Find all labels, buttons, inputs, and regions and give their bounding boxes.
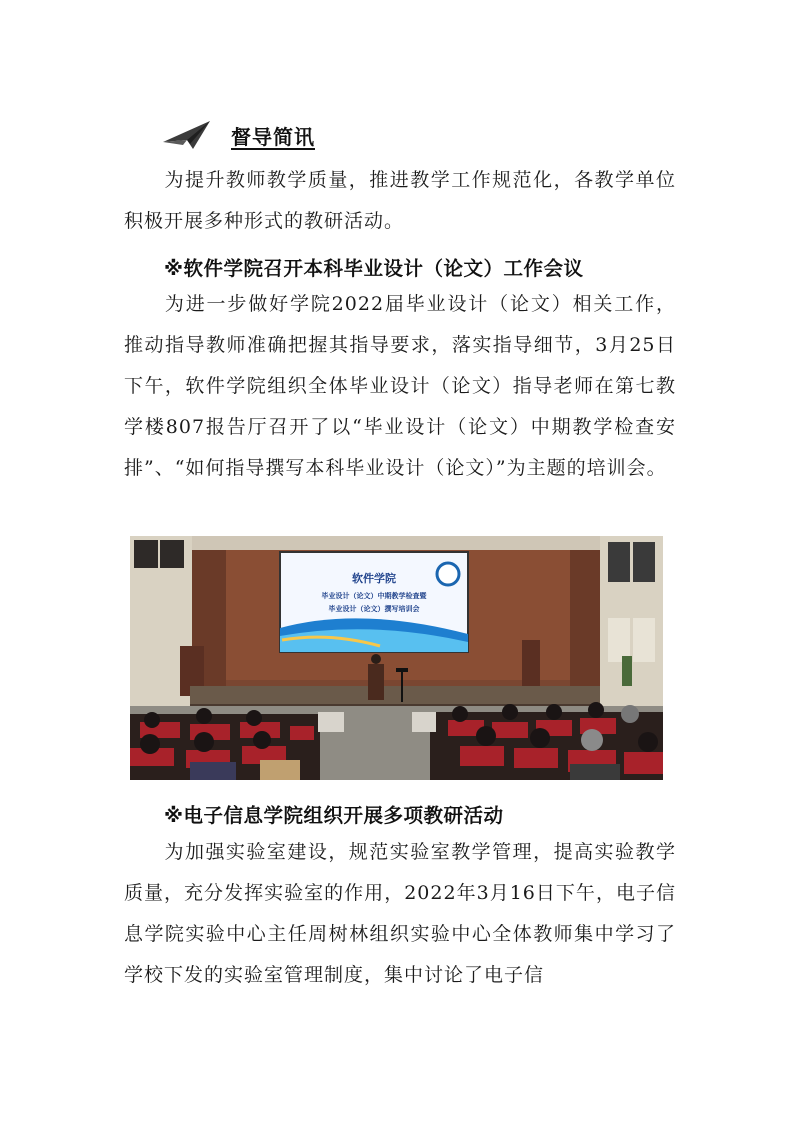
section-title: 督导简讯 [231,124,315,149]
screen-title: 软件学院 [352,572,396,585]
software-text: 为进一步做好学院2022届毕业设计（论文）相关工作，推动指导教师准确把握其指导要求，落实指导细节，3月25日下午，软件学院组织全体毕业设计（论文）指导老师在第七教学楼807报告厅召开了以“毕业设计（论文）中期教学检查安排”、“如何指导撰写本科毕业设计（论文）”为主题的培训会。 [124,293,676,479]
electronics-text: 为加强实验室建设，规范实验室教学管理，提高实验教学质量，充分发挥实验室的作用，2022年3月16日下午，电子信息学院实验中心主任周树林组织实验中心全体教师集中学习了学校下发的实验室管理制度，集中讨论了电子信 [124,841,676,986]
intro-text: 为提升教师教学质量，推进教学工作规范化，各教学单位积极开展多种形式的教研活动。 [124,169,676,232]
section-header [163,118,315,152]
intro-paragraph [124,160,676,242]
electronics-paragraph [124,832,676,996]
screen-line1: 毕业设计（论文）中期教学检查暨 [321,592,427,600]
screen-line2: 毕业设计（论文）撰写培训会 [328,605,420,613]
section-heading-software: ※软件学院召开本科毕业设计（论文）工作会议 [164,257,584,280]
software-paragraph [124,284,676,489]
section-heading-electronics: ※电子信息学院组织开展多项教研活动 [164,804,504,827]
paper-plane-icon [163,120,211,150]
meeting-photo [130,536,663,780]
